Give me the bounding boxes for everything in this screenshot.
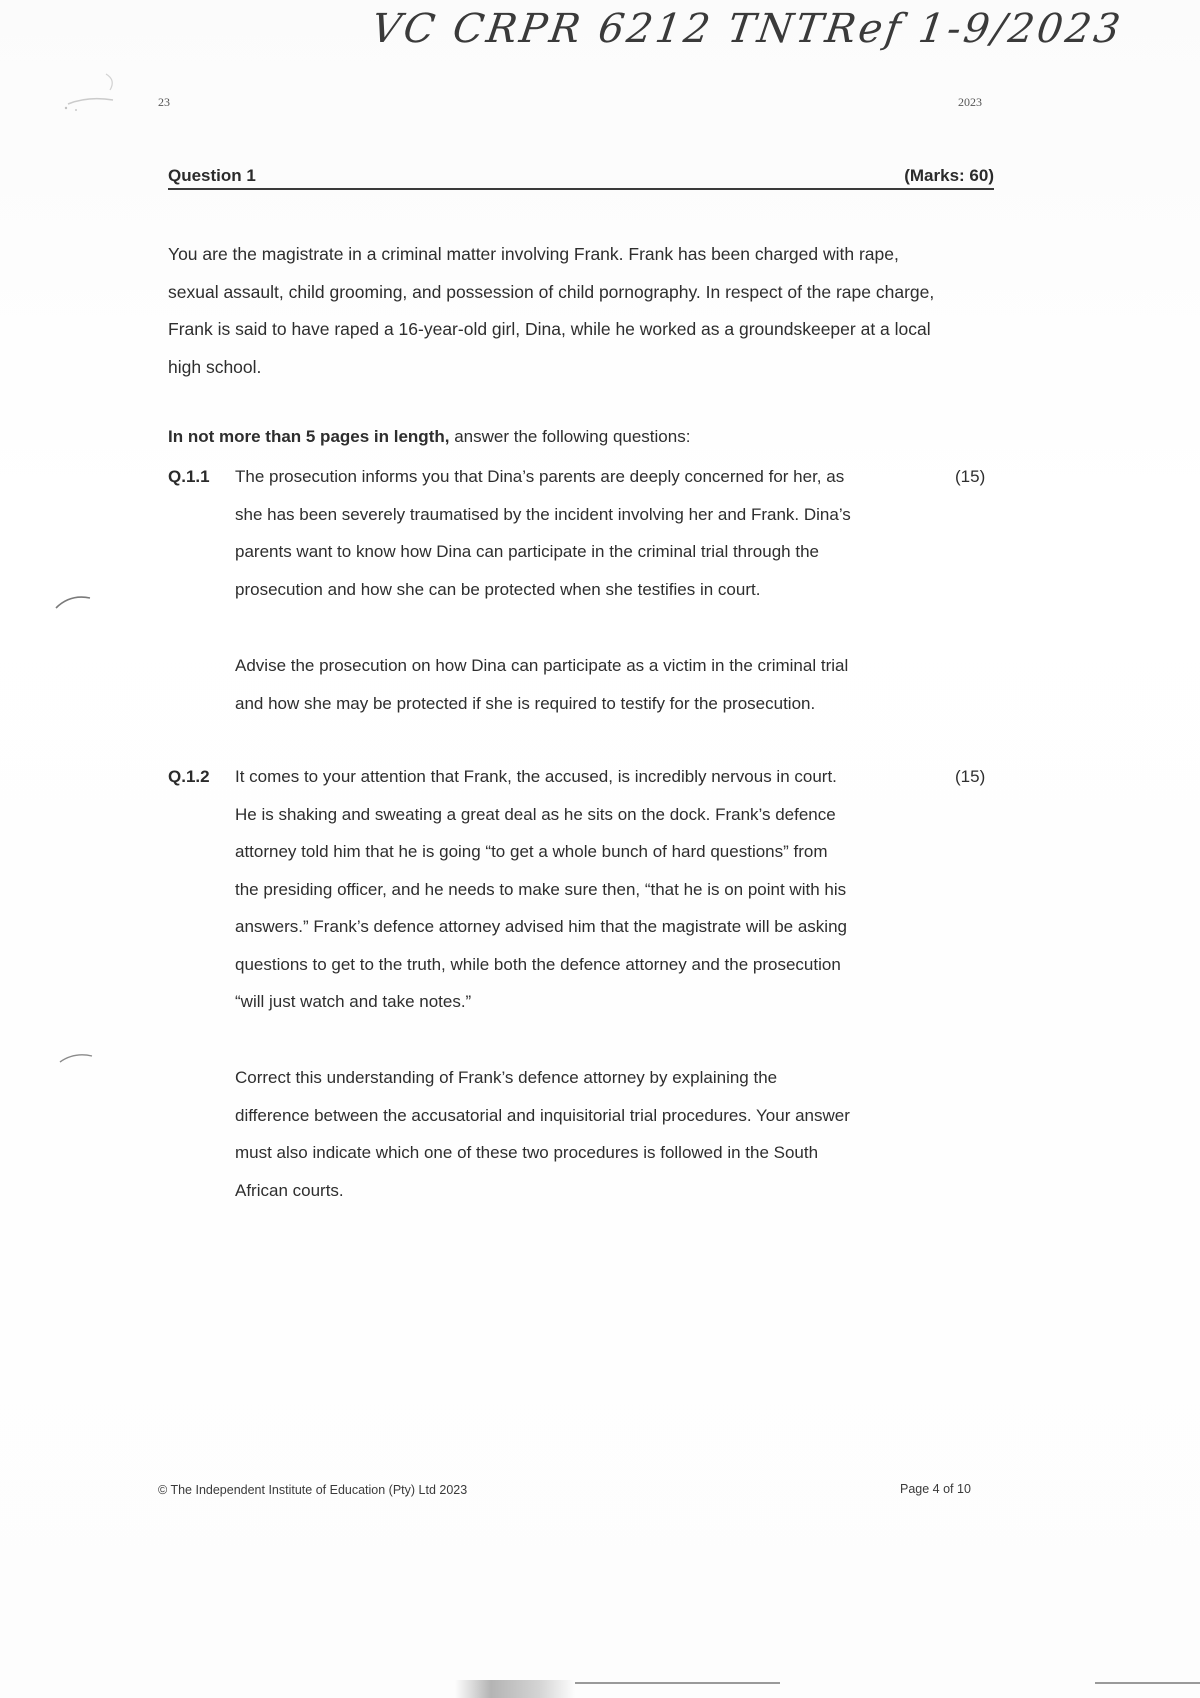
subquestion-line: must also indicate which one of these two procedures is followed in the South bbox=[235, 1143, 819, 1162]
scan-smudge-mark bbox=[58, 66, 128, 116]
question-marks: (Marks: 60) bbox=[904, 166, 994, 185]
subquestion-line: “will just watch and take notes.” bbox=[235, 992, 472, 1011]
subquestion-line: prosecution and how she can be protected when she testifies in court. bbox=[235, 579, 761, 599]
subquestion-task bbox=[235, 1059, 955, 1209]
scan-edge-smudge bbox=[455, 1680, 575, 1698]
subquestion-line: Advise the prosecution on how Dina can participate as a victim in the criminal trial bbox=[235, 656, 849, 675]
subquestion-line: He is shaking and sweating a great deal as he sits on the dock. Frank’s defence bbox=[235, 804, 836, 824]
subquestion-marks: (15) bbox=[955, 467, 986, 486]
scenario-line: sexual assault, child grooming, and possession of child pornography. In respect of the rape charge, bbox=[168, 281, 935, 302]
subquestion-line: It comes to your attention that Frank, the accused, is incredibly nervous in court. bbox=[235, 767, 837, 786]
margin-binding-mark bbox=[52, 588, 96, 618]
instruction-emphasis: In not more than 5 pages in length, bbox=[168, 427, 450, 446]
subquestion-number: Q.1.2 bbox=[168, 767, 210, 786]
subquestion-line: parents want to know how Dina can participate in the criminal trial through the bbox=[235, 542, 819, 561]
page-marker-right: 2023 bbox=[958, 95, 982, 109]
subquestion-task bbox=[235, 647, 955, 722]
scan-edge-line bbox=[1095, 1682, 1200, 1684]
subquestion-number: Q.1.1 bbox=[168, 467, 210, 486]
scenario-line: You are the magistrate in a criminal matter involving Frank. Frank has been charged with rape, bbox=[168, 244, 899, 264]
scenario-line: Frank is said to have raped a 16-year-old girl, Dina, while he worked as a groundskeeper at a local bbox=[168, 319, 931, 339]
subquestion-body bbox=[235, 758, 955, 1021]
subquestion-line: Correct this understanding of Frank’s defence attorney by explaining the bbox=[235, 1068, 778, 1087]
subquestion-marks: (15) bbox=[955, 767, 986, 786]
subquestion-line: The prosecution informs you that Dina’s parents are deeply concerned for her, as bbox=[235, 467, 845, 486]
scan-edge-line bbox=[575, 1682, 780, 1684]
question-header bbox=[168, 164, 994, 190]
subquestion-line: the presiding officer, and he needs to make sure then, “that he is on point with his bbox=[235, 879, 847, 899]
scenario-paragraph bbox=[168, 236, 1004, 386]
subquestion-line: difference between the accusatorial and inquisitorial trial procedures. Your answer bbox=[235, 1105, 850, 1125]
handwritten-course-note: VC CRPR 6212 TNTRef 1-9/2023 bbox=[368, 6, 1126, 52]
subquestion-line: answers.” Frank’s defence attorney advised him that the magistrate will be asking bbox=[235, 917, 847, 936]
footer-page-number: Page 4 of 10 bbox=[900, 1482, 971, 1496]
instruction-text: answer the following questions: bbox=[449, 427, 691, 446]
scenario-line: high school. bbox=[168, 356, 262, 377]
question-title: Question 1 bbox=[168, 166, 256, 185]
subquestion-line: she has been severely traumatised by the incident involving her and Frank. Dina’s bbox=[235, 504, 851, 524]
instruction-line bbox=[168, 427, 690, 447]
page-marker-left: 23 bbox=[158, 95, 170, 109]
subquestion-line: and how she may be protected if she is required to testify for the prosecution. bbox=[235, 693, 816, 713]
margin-binding-mark bbox=[56, 1046, 100, 1076]
subquestion-line: attorney told him that he is going “to get a whole bunch of hard questions” from bbox=[235, 842, 828, 861]
subquestion-line: African courts. bbox=[235, 1180, 344, 1200]
subquestion-body bbox=[235, 458, 955, 608]
footer-copyright: © The Independent Institute of Education (Pty) Ltd 2023 bbox=[158, 1483, 468, 1497]
subquestion-line: questions to get to the truth, while both the defence attorney and the prosecution bbox=[235, 954, 841, 974]
